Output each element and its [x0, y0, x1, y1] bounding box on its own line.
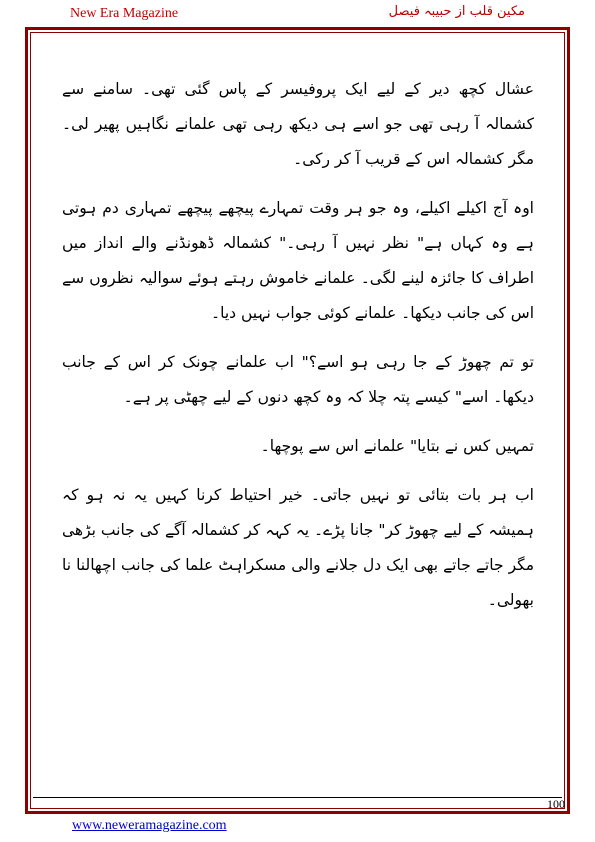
novel-title: مکین قلب از حبیبہ فیصل	[388, 4, 525, 19]
paragraph-4: تمہیں کس نے بتایا" علمانے اس سے پوچھا۔	[260, 437, 534, 455]
website-link[interactable]: www.neweramagazine.com	[72, 818, 227, 833]
footer-divider	[33, 797, 562, 798]
paragraph-5: اب ہر بات بتائی تو نہیں جاتی۔ خیر احتیاط کرنا کہیں یہ نہ ہو کہ ہمیشہ کے لیے چھوڑ کر" جانا پڑے۔ یہ کہہ کر کشمالہ آگے کی جانب بڑھی مگر جاتے جاتے بھی ایک دل جلانے والی مسکراہٹ علما کی جانب اچھالنا نا بھولی۔	[62, 486, 534, 609]
paragraph-1: عشال کچھ دیر کے لیے ایک پروفیسر کے پاس گئی تھی۔ سامنے سے کشمالہ آ رہی تھی جو اسے ہی دیکھ رہی تھی علمانے نگاہیں پھیر لی۔ مگر کشمالہ اس کے قریب آ کر رکی۔	[62, 80, 534, 168]
magazine-name: New Era Magazine	[70, 6, 179, 21]
paragraph-2: اوہ آج اکیلے اکیلے، وہ جو ہر وقت تمہارے پیچھے پیچھے تمہاری دم ہوتی ہے وہ کہاں ہے" نظر نہیں آ رہی۔" کشمالہ ڈھونڈنے والے انداز میں اطراف کا جائزہ لینے لگی۔ علمانے خاموش رہتے ہوئے سوالیہ نظروں سے اس کی جانب دیکھا۔ علمانے کوئی جواب نہیں دیا۔	[62, 199, 534, 322]
paragraph-3: تو تم چھوڑ کے جا رہی ہو اسے؟" اب علمانے چونک کر اس کے جانب دیکھا۔ اسے" کیسے پتہ چلا کہ وہ کچھ دنوں کے لیے چھٹی پر ہے۔	[62, 353, 534, 406]
story-text	[62, 72, 534, 632]
page-number: 100	[547, 797, 565, 811]
